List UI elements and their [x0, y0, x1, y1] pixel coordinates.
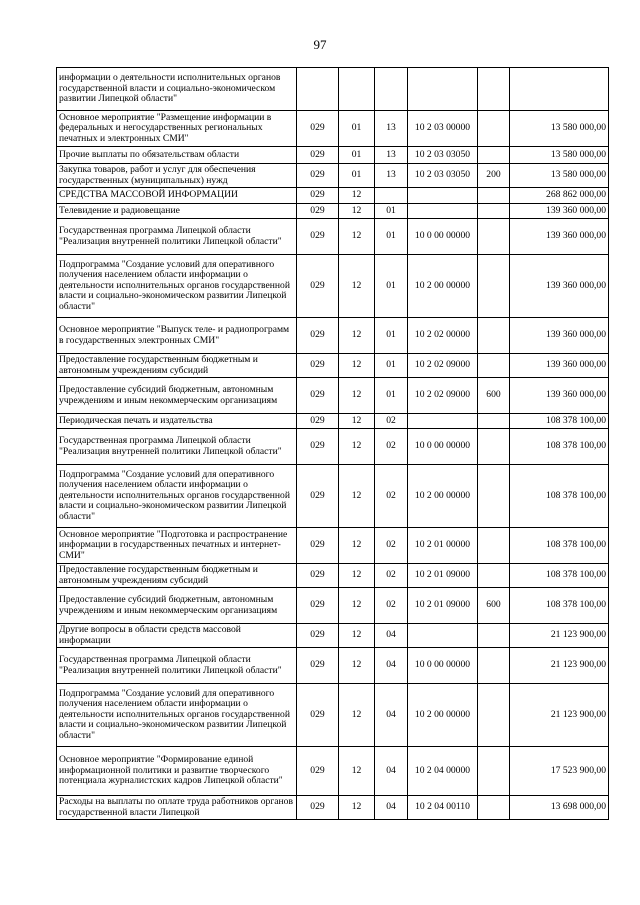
cell-name: Основное мероприятие "Выпуск теле- и радиопрограмм в государственных электронных СМИ": [57, 318, 297, 354]
cell-target-article: 10 0 00 00000: [408, 648, 478, 684]
cell-razdel: 12: [339, 588, 375, 624]
cell-expense-type: [478, 354, 510, 378]
cell-ved: 029: [297, 624, 339, 648]
cell-name: Государственная программа Липецкой области "Реализация внутренней политики Липецкой области": [57, 648, 297, 684]
cell-expense-type: [478, 648, 510, 684]
cell-ved: 029: [297, 684, 339, 747]
cell-expense-type: [478, 318, 510, 354]
cell-razdel: 12: [339, 528, 375, 564]
cell-target-article: 10 2 00 00000: [408, 465, 478, 528]
cell-target-article: 10 0 00 00000: [408, 219, 478, 255]
cell-razdel: 01: [339, 164, 375, 188]
cell-name: Закупка товаров, работ и услуг для обеспечения государственных (муниципальных) нужд: [57, 164, 297, 188]
cell-target-article: [408, 624, 478, 648]
cell-target-article: 10 2 01 09000: [408, 564, 478, 588]
cell-razdel: 01: [339, 111, 375, 147]
table-row: [57, 188, 609, 204]
table-row: [57, 219, 609, 255]
cell-name: информации о деятельности исполнительных органов государственной власти и социально-экономическом развитии Липецкой области": [57, 68, 297, 111]
cell-podrazdel: 02: [375, 429, 408, 465]
table-body: [57, 68, 609, 820]
cell-sum: 13 698 000,00: [510, 796, 609, 820]
cell-ved: 029: [297, 111, 339, 147]
cell-name: Периодическая печать и издательства: [57, 414, 297, 429]
cell-sum: 139 360 000,00: [510, 219, 609, 255]
cell-razdel: 12: [339, 255, 375, 318]
cell-razdel: 12: [339, 429, 375, 465]
cell-podrazdel: 04: [375, 747, 408, 796]
cell-ved: 029: [297, 188, 339, 204]
cell-target-article: 10 2 04 00000: [408, 747, 478, 796]
cell-ved: 029: [297, 414, 339, 429]
table-row: [57, 68, 609, 111]
cell-expense-type: [478, 429, 510, 465]
cell-ved: 029: [297, 147, 339, 164]
cell-razdel: 12: [339, 188, 375, 204]
cell-ved: 029: [297, 588, 339, 624]
table-row: [57, 378, 609, 414]
cell-ved: 029: [297, 318, 339, 354]
cell-razdel: 12: [339, 204, 375, 219]
cell-sum: 108 378 100,00: [510, 465, 609, 528]
cell-ved: 029: [297, 465, 339, 528]
cell-expense-type: [478, 255, 510, 318]
cell-sum: 21 123 900,00: [510, 684, 609, 747]
cell-sum: 21 123 900,00: [510, 648, 609, 684]
cell-name: Предоставление субсидий бюджетным, автономным учреждениям и иным некоммерческим организациям: [57, 588, 297, 624]
cell-name: Другие вопросы в области средств массовой информации: [57, 624, 297, 648]
table-row: [57, 204, 609, 219]
cell-podrazdel: [375, 188, 408, 204]
cell-name: Предоставление субсидий бюджетным, автономным учреждениям и иным некоммерческим организациям: [57, 378, 297, 414]
cell-expense-type: [478, 624, 510, 648]
cell-name: Подпрограмма "Создание условий для оперативного получения населением области информации о деятельности исполнительных органов государственной власти и социально-экономическом развитии Липецкой области": [57, 255, 297, 318]
cell-ved: 029: [297, 747, 339, 796]
cell-name: Прочие выплаты по обязательствам области: [57, 147, 297, 164]
cell-sum: 108 378 100,00: [510, 414, 609, 429]
cell-ved: 029: [297, 564, 339, 588]
cell-expense-type: [478, 111, 510, 147]
cell-target-article: 10 2 01 09000: [408, 588, 478, 624]
cell-expense-type: [478, 528, 510, 564]
cell-razdel: 12: [339, 564, 375, 588]
cell-ved: 029: [297, 648, 339, 684]
table-row: [57, 588, 609, 624]
cell-razdel: 12: [339, 796, 375, 820]
cell-sum: 108 378 100,00: [510, 429, 609, 465]
cell-podrazdel: [375, 68, 408, 111]
cell-name: Подпрограмма "Создание условий для оперативного получения населением области информации о деятельности исполнительных органов государственной власти и социально-экономическом развитии Липецкой области": [57, 465, 297, 528]
cell-expense-type: [478, 465, 510, 528]
cell-sum: [510, 68, 609, 111]
cell-podrazdel: 13: [375, 147, 408, 164]
cell-ved: 029: [297, 354, 339, 378]
cell-ved: 029: [297, 796, 339, 820]
cell-razdel: 12: [339, 624, 375, 648]
cell-sum: 268 862 000,00: [510, 188, 609, 204]
cell-expense-type: [478, 188, 510, 204]
table-row: [57, 414, 609, 429]
cell-razdel: 12: [339, 648, 375, 684]
cell-name: Основное мероприятие "Формирование единой информационной политики и развитие творческого потенциала журналистских кадров Липецкой области": [57, 747, 297, 796]
cell-target-article: 10 2 02 00000: [408, 318, 478, 354]
cell-podrazdel: 01: [375, 354, 408, 378]
cell-name: Предоставление государственным бюджетным и автономным учреждениям субсидий: [57, 354, 297, 378]
cell-expense-type: [478, 414, 510, 429]
cell-ved: 029: [297, 204, 339, 219]
table-row: [57, 147, 609, 164]
cell-podrazdel: 01: [375, 318, 408, 354]
cell-podrazdel: 02: [375, 414, 408, 429]
cell-target-article: 10 2 01 00000: [408, 528, 478, 564]
cell-razdel: [339, 68, 375, 111]
cell-name: Основное мероприятие "Размещение информации в федеральных и негосударственных региональных печатных и электронных СМИ": [57, 111, 297, 147]
cell-podrazdel: 01: [375, 219, 408, 255]
table-row: [57, 465, 609, 528]
cell-expense-type: [478, 564, 510, 588]
cell-ved: 029: [297, 378, 339, 414]
cell-name: Расходы на выплаты по оплате труда работников органов государственной власти Липецкой: [57, 796, 297, 820]
cell-ved: 029: [297, 528, 339, 564]
cell-expense-type: 600: [478, 588, 510, 624]
table-row: [57, 255, 609, 318]
cell-sum: 139 360 000,00: [510, 378, 609, 414]
cell-name: Предоставление государственным бюджетным и автономным учреждениям субсидий: [57, 564, 297, 588]
cell-target-article: 10 2 03 03050: [408, 164, 478, 188]
table-row: [57, 648, 609, 684]
cell-podrazdel: 13: [375, 111, 408, 147]
cell-name: Основное мероприятие "Подготовка и распространение информации в государственных печатных и интернет-СМИ": [57, 528, 297, 564]
cell-target-article: 10 2 00 00000: [408, 255, 478, 318]
table-row: [57, 429, 609, 465]
cell-podrazdel: 04: [375, 796, 408, 820]
cell-podrazdel: 02: [375, 465, 408, 528]
cell-target-article: 10 2 04 00110: [408, 796, 478, 820]
cell-sum: 108 378 100,00: [510, 528, 609, 564]
cell-name: Государственная программа Липецкой области "Реализация внутренней политики Липецкой области": [57, 219, 297, 255]
cell-razdel: 12: [339, 465, 375, 528]
cell-razdel: 12: [339, 219, 375, 255]
cell-podrazdel: 02: [375, 588, 408, 624]
table-row: [57, 684, 609, 747]
cell-name: Государственная программа Липецкой области "Реализация внутренней политики Липецкой области": [57, 429, 297, 465]
cell-ved: 029: [297, 219, 339, 255]
table-row: [57, 318, 609, 354]
cell-ved: 029: [297, 429, 339, 465]
cell-sum: 139 360 000,00: [510, 204, 609, 219]
cell-podrazdel: 01: [375, 255, 408, 318]
table-row: [57, 564, 609, 588]
cell-podrazdel: 13: [375, 164, 408, 188]
cell-razdel: 12: [339, 414, 375, 429]
cell-razdel: 12: [339, 318, 375, 354]
cell-ved: [297, 68, 339, 111]
cell-razdel: 12: [339, 684, 375, 747]
cell-podrazdel: 01: [375, 204, 408, 219]
cell-sum: 21 123 900,00: [510, 624, 609, 648]
cell-target-article: 10 0 00 00000: [408, 429, 478, 465]
cell-sum: 13 580 000,00: [510, 147, 609, 164]
cell-expense-type: [478, 204, 510, 219]
cell-podrazdel: 04: [375, 648, 408, 684]
cell-expense-type: [478, 68, 510, 111]
table-row: [57, 624, 609, 648]
cell-expense-type: [478, 684, 510, 747]
cell-sum: 13 580 000,00: [510, 164, 609, 188]
cell-name: Подпрограмма "Создание условий для оперативного получения населением области информации о деятельности исполнительных органов государственной власти и социально-экономическом развитии Липецкой области": [57, 684, 297, 747]
cell-name: СРЕДСТВА МАССОВОЙ ИНФОРМАЦИИ: [57, 188, 297, 204]
cell-expense-type: 200: [478, 164, 510, 188]
table-row: [57, 111, 609, 147]
cell-razdel: 12: [339, 354, 375, 378]
cell-expense-type: [478, 747, 510, 796]
cell-razdel: 01: [339, 147, 375, 164]
cell-target-article: 10 2 02 09000: [408, 378, 478, 414]
page-number: 97: [313, 37, 327, 52]
table-row: [57, 796, 609, 820]
cell-sum: 139 360 000,00: [510, 318, 609, 354]
cell-sum: 108 378 100,00: [510, 564, 609, 588]
table-row: [57, 528, 609, 564]
cell-target-article: 10 2 03 00000: [408, 111, 478, 147]
cell-podrazdel: 02: [375, 564, 408, 588]
cell-sum: 13 580 000,00: [510, 111, 609, 147]
cell-target-article: [408, 414, 478, 429]
cell-target-article: [408, 204, 478, 219]
cell-podrazdel: 04: [375, 624, 408, 648]
cell-name: Телевидение и радиовещание: [57, 204, 297, 219]
cell-expense-type: [478, 219, 510, 255]
cell-ved: 029: [297, 255, 339, 318]
cell-expense-type: [478, 147, 510, 164]
table-row: [57, 354, 609, 378]
cell-razdel: 12: [339, 747, 375, 796]
cell-target-article: [408, 68, 478, 111]
budget-table: [56, 67, 609, 820]
cell-target-article: 10 2 02 09000: [408, 354, 478, 378]
cell-target-article: [408, 188, 478, 204]
cell-sum: 139 360 000,00: [510, 255, 609, 318]
table-row: [57, 164, 609, 188]
cell-podrazdel: 01: [375, 378, 408, 414]
cell-podrazdel: 04: [375, 684, 408, 747]
cell-razdel: 12: [339, 378, 375, 414]
cell-target-article: 10 2 00 00000: [408, 684, 478, 747]
cell-target-article: 10 2 03 03050: [408, 147, 478, 164]
cell-sum: 17 523 900,00: [510, 747, 609, 796]
cell-expense-type: 600: [478, 378, 510, 414]
cell-podrazdel: 02: [375, 528, 408, 564]
cell-sum: 139 360 000,00: [510, 354, 609, 378]
cell-sum: 108 378 100,00: [510, 588, 609, 624]
cell-expense-type: [478, 796, 510, 820]
table-row: [57, 747, 609, 796]
cell-ved: 029: [297, 164, 339, 188]
